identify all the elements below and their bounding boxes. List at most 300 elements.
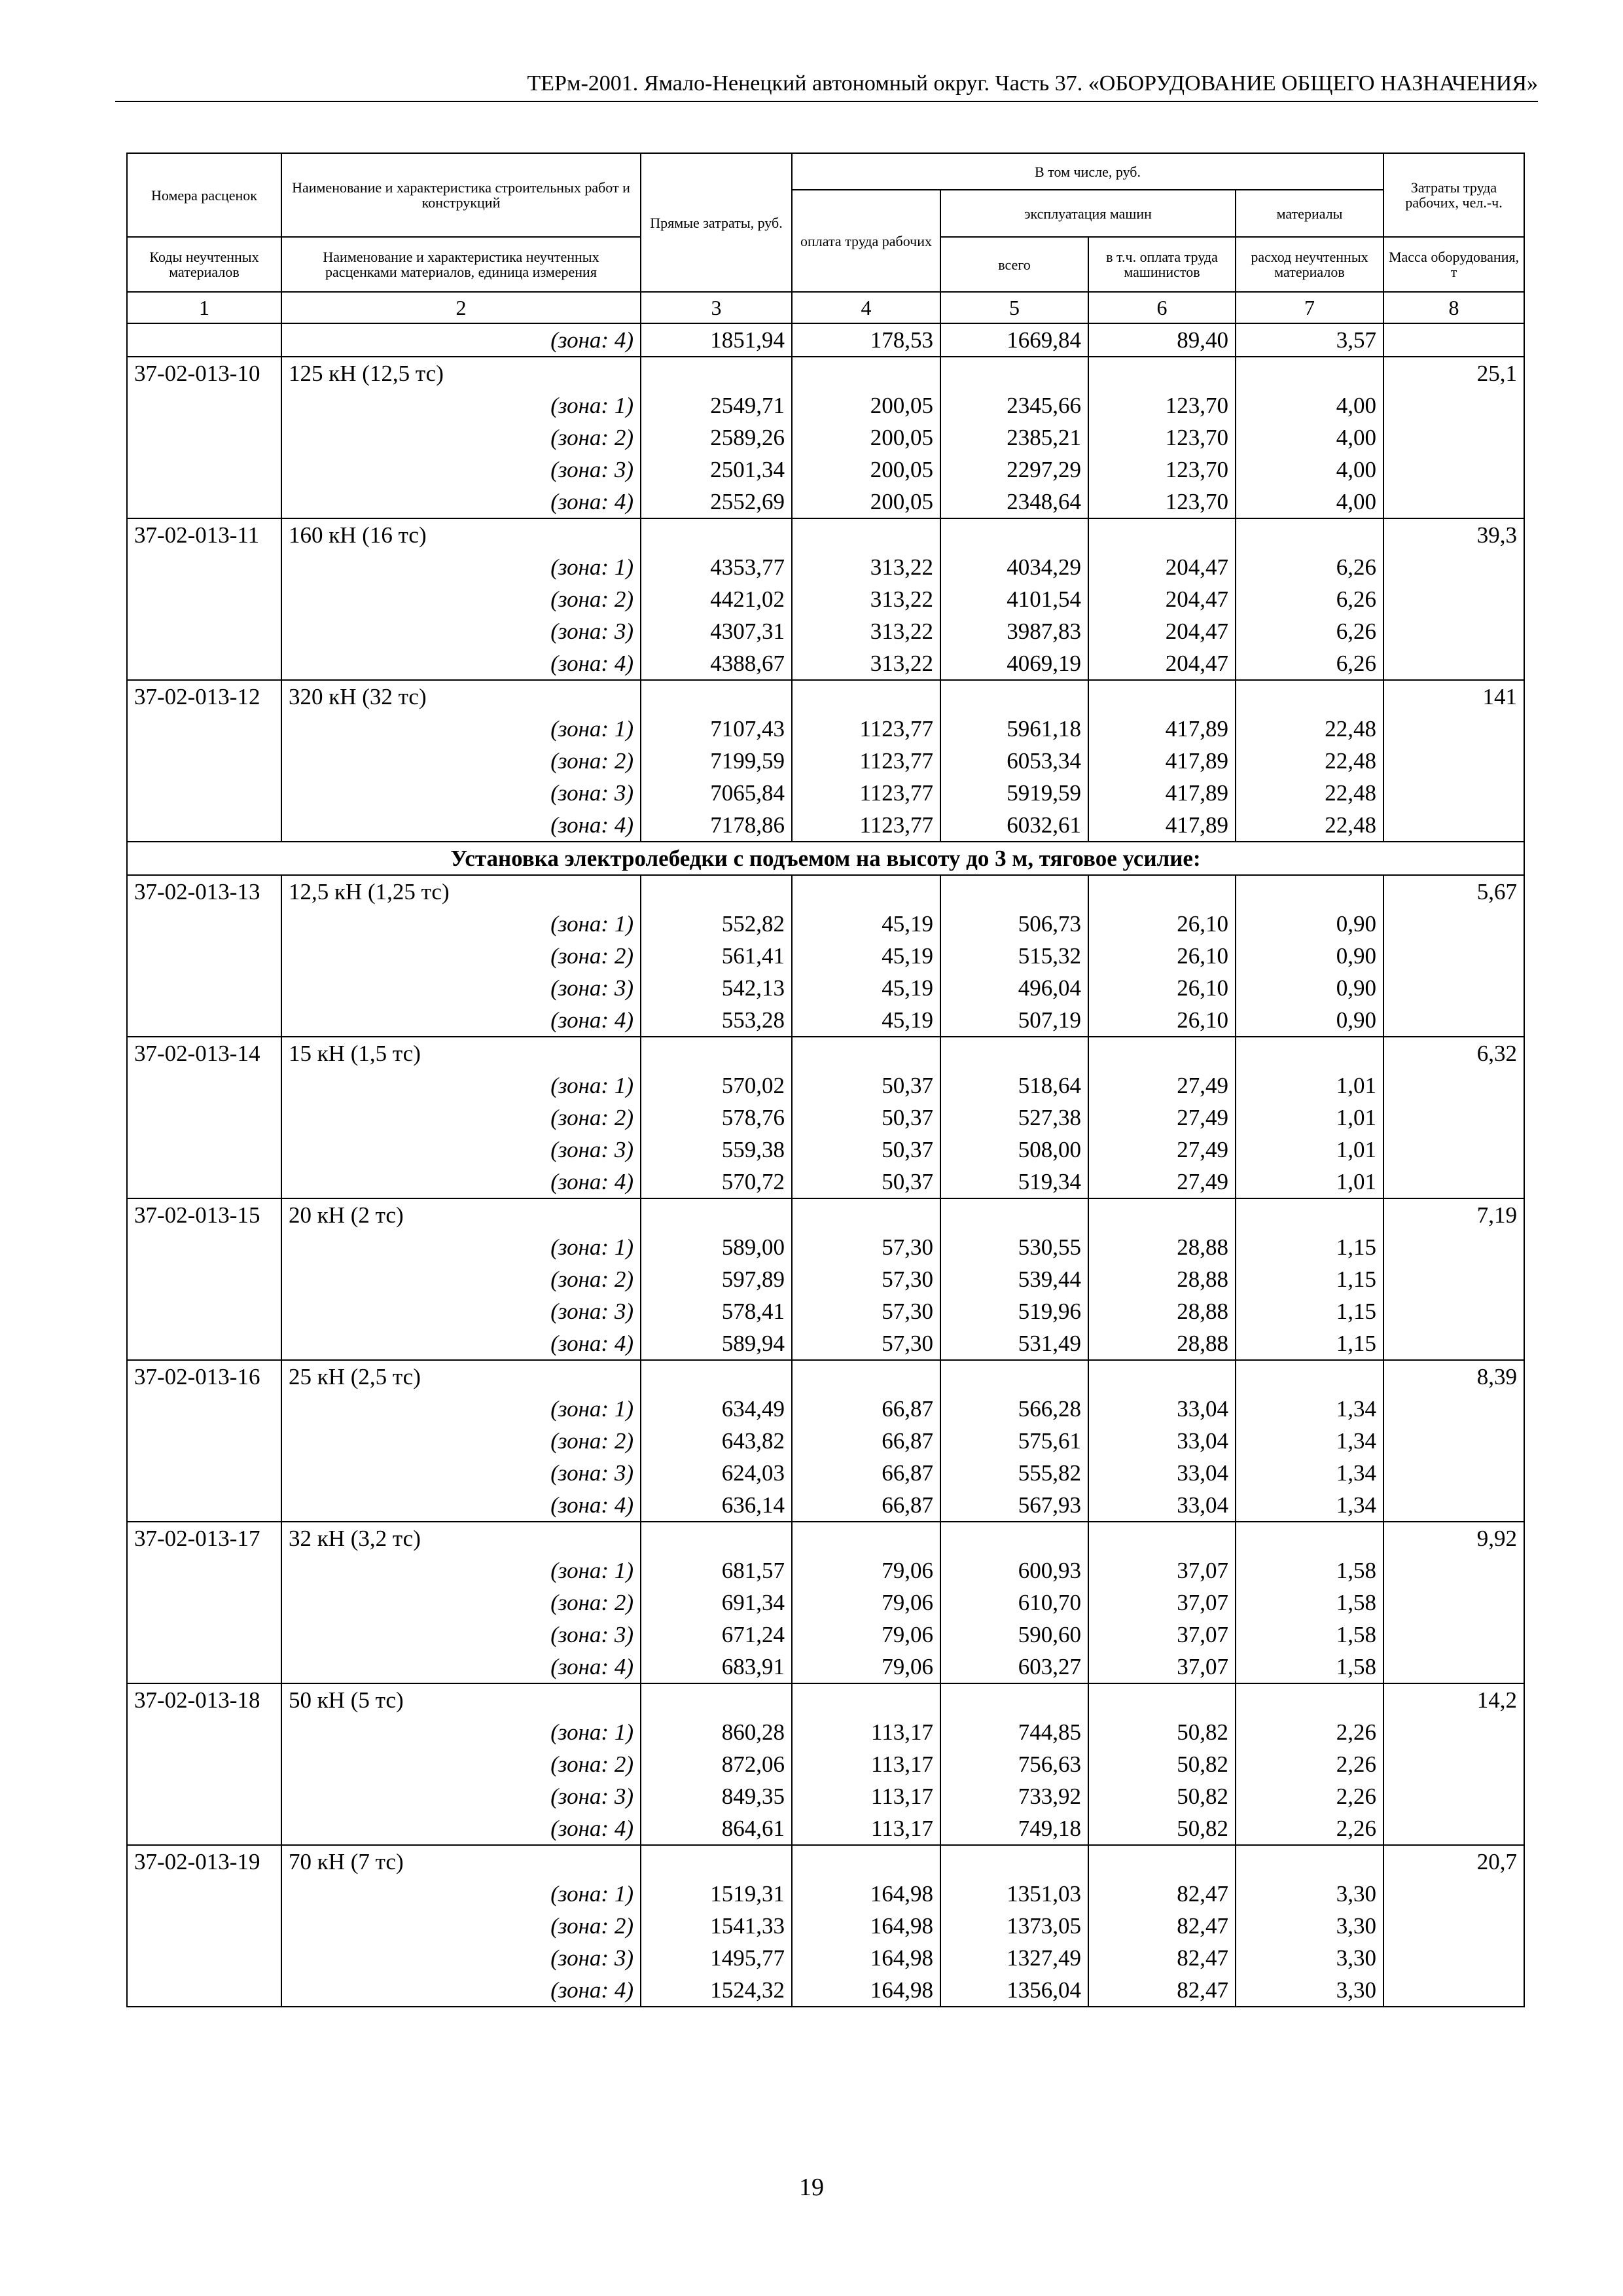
machinist-pay: 27,49 [1088,1102,1236,1134]
machinist-pay: 27,49 [1088,1166,1236,1198]
empty-cell [1088,1683,1236,1716]
machinist-pay: 82,47 [1088,1878,1236,1910]
empty-cell [940,1037,1088,1069]
labor-cost: 6,32 [1383,1037,1524,1069]
machinist-pay: 50,82 [1088,1716,1236,1748]
empty-cell [127,1295,281,1327]
materials-cost: 1,34 [1236,1393,1383,1425]
labor-pay: 50,37 [792,1102,940,1134]
zone-row [127,1942,1524,1974]
empty-cell [641,1522,792,1554]
zone-row [127,972,1524,1004]
empty-cell [1088,1522,1236,1554]
rate-name: 320 кН (32 тс) [281,680,641,713]
empty-cell [792,1037,940,1069]
materials-cost: 1,34 [1236,1489,1383,1522]
materials-cost: 2,26 [1236,1748,1383,1780]
col-machines-header: эксплуатация машин [940,190,1236,237]
zone-row [127,323,1524,357]
zone-label: (зона: 4) [281,1327,641,1360]
direct-cost: 636,14 [641,1489,792,1522]
materials-cost: 22,48 [1236,809,1383,842]
section-group [127,842,1524,875]
machinist-pay: 417,89 [1088,809,1236,842]
zone-label: (зона: 3) [281,1780,641,1812]
direct-cost: 691,34 [641,1587,792,1619]
zone-label: (зона: 4) [281,1651,641,1683]
rate-name: 160 кН (16 тс) [281,518,641,551]
labor-pay: 79,06 [792,1651,940,1683]
direct-cost: 570,72 [641,1166,792,1198]
rate-title-row [127,518,1524,551]
direct-cost: 553,28 [641,1004,792,1037]
zone-row [127,1166,1524,1198]
labor-pay: 1123,77 [792,713,940,745]
empty-cell [641,518,792,551]
direct-cost: 559,38 [641,1134,792,1166]
empty-cell [1383,1878,1524,1910]
empty-cell [127,1974,281,2007]
materials-cost: 1,58 [1236,1587,1383,1619]
zone-label: (зона: 3) [281,777,641,809]
empty-cell [127,1327,281,1360]
zone-label: (зона: 4) [281,1166,641,1198]
col-number: 4 [792,292,940,323]
machines-total: 1351,03 [940,1878,1088,1910]
direct-cost: 1541,33 [641,1910,792,1942]
zone-label: (зона: 2) [281,1425,641,1457]
zone-label: (зона: 3) [281,1457,641,1489]
labor-cost: 14,2 [1383,1683,1524,1716]
zone-row [127,1812,1524,1845]
machinist-pay: 33,04 [1088,1489,1236,1522]
direct-cost: 681,57 [641,1554,792,1587]
zone-label: (зона: 2) [281,422,641,454]
empty-cell [1383,615,1524,647]
empty-cell [1088,357,1236,389]
labor-pay: 57,30 [792,1263,940,1295]
labor-pay: 313,22 [792,551,940,583]
col-direct-cost-header: Прямые затраты, руб. [641,153,792,292]
machinist-pay: 89,40 [1088,323,1236,357]
labor-pay: 45,19 [792,972,940,1004]
empty-cell [1236,1198,1383,1231]
machinist-pay: 37,07 [1088,1554,1236,1587]
rate-name: 20 кН (2 тс) [281,1198,641,1231]
empty-cell [1383,713,1524,745]
empty-cell [940,1683,1088,1716]
direct-cost: 7107,43 [641,713,792,745]
labor-pay: 164,98 [792,1878,940,1910]
empty-cell [127,1587,281,1619]
zone-label: (зона: 3) [281,615,641,647]
labor-pay: 113,17 [792,1812,940,1845]
labor-pay: 50,37 [792,1069,940,1102]
rate-code: 37-02-013-10 [127,357,281,389]
col-work-name-header: Наименование и характеристика строительных работ и конструкций [281,153,641,237]
zone-row [127,1780,1524,1812]
machinist-pay: 33,04 [1088,1425,1236,1457]
labor-pay: 1123,77 [792,777,940,809]
materials-cost: 0,90 [1236,908,1383,940]
zone-label: (зона: 1) [281,1716,641,1748]
machines-total: 519,34 [940,1166,1088,1198]
zone-row [127,486,1524,518]
materials-cost: 22,48 [1236,713,1383,745]
machines-total: 515,32 [940,940,1088,972]
rate-name: 12,5 кН (1,25 тс) [281,875,641,908]
zone-row [127,1489,1524,1522]
empty-cell [940,518,1088,551]
empty-cell [127,583,281,615]
empty-cell [127,1166,281,1198]
direct-cost: 589,94 [641,1327,792,1360]
machinist-pay: 50,82 [1088,1812,1236,1845]
empty-cell [1383,1327,1524,1360]
empty-cell [1383,1587,1524,1619]
machinist-pay: 33,04 [1088,1393,1236,1425]
empty-cell [792,1198,940,1231]
col-number: 6 [1088,292,1236,323]
empty-cell [1383,777,1524,809]
zone-label: (зона: 3) [281,454,641,486]
empty-cell [641,357,792,389]
rate-code: 37-02-013-11 [127,518,281,551]
zone-row [127,1102,1524,1134]
empty-cell [1383,1263,1524,1295]
zone-label: (зона: 3) [281,972,641,1004]
machines-total: 4069,19 [940,647,1088,680]
empty-cell [127,809,281,842]
zone-row [127,1651,1524,1683]
direct-cost: 2552,69 [641,486,792,518]
empty-cell [1383,1393,1524,1425]
rate-code: 37-02-013-16 [127,1360,281,1393]
machines-total: 4034,29 [940,551,1088,583]
col-unaccounted-materials-header: расход неучтенных материалов [1236,237,1383,292]
empty-cell [1383,1812,1524,1845]
materials-cost: 1,58 [1236,1619,1383,1651]
empty-cell [1383,908,1524,940]
machinist-pay: 417,89 [1088,713,1236,745]
rate-code: 37-02-013-12 [127,680,281,713]
empty-cell [1383,1069,1524,1102]
labor-pay: 66,87 [792,1489,940,1522]
empty-cell [1383,1425,1524,1457]
labor-cost: 5,67 [1383,875,1524,908]
machines-total: 2297,29 [940,454,1088,486]
materials-cost: 1,34 [1236,1425,1383,1457]
col-material-codes-header: Коды неучтенных материалов [127,237,281,292]
zone-row [127,454,1524,486]
zone-row [127,1393,1524,1425]
empty-cell [127,647,281,680]
zone-row [127,1554,1524,1587]
materials-cost: 2,26 [1236,1812,1383,1845]
direct-cost: 1495,77 [641,1942,792,1974]
labor-pay: 313,22 [792,583,940,615]
labor-pay: 164,98 [792,1942,940,1974]
machinist-pay: 204,47 [1088,647,1236,680]
materials-cost: 1,01 [1236,1134,1383,1166]
direct-cost: 589,00 [641,1231,792,1263]
rate-group [127,357,1524,518]
zone-row [127,422,1524,454]
zone-row [127,1069,1524,1102]
machinist-pay: 26,10 [1088,972,1236,1004]
empty-cell [1383,1166,1524,1198]
empty-cell [1383,1102,1524,1134]
zone-label: (зона: 3) [281,1295,641,1327]
labor-pay: 164,98 [792,1910,940,1942]
empty-cell [1236,1360,1383,1393]
machines-total: 566,28 [940,1393,1088,1425]
direct-cost: 2501,34 [641,454,792,486]
rate-group [127,323,1524,357]
zone-row [127,1878,1524,1910]
zone-label: (зона: 1) [281,1231,641,1263]
empty-cell [1383,486,1524,518]
machinist-pay: 82,47 [1088,1974,1236,2007]
labor-pay: 57,30 [792,1295,940,1327]
materials-cost: 4,00 [1236,486,1383,518]
zone-label: (зона: 4) [281,1974,641,2007]
machines-total: 1356,04 [940,1974,1088,2007]
labor-pay: 50,37 [792,1134,940,1166]
zone-row [127,777,1524,809]
direct-cost: 578,41 [641,1295,792,1327]
zone-row [127,1457,1524,1489]
materials-cost: 3,30 [1236,1942,1383,1974]
empty-cell [1383,1554,1524,1587]
zone-row [127,647,1524,680]
labor-pay: 1123,77 [792,809,940,842]
machinist-pay: 37,07 [1088,1587,1236,1619]
machinist-pay: 37,07 [1088,1619,1236,1651]
direct-cost: 683,91 [641,1651,792,1683]
empty-cell [127,551,281,583]
direct-cost: 4353,77 [641,551,792,583]
direct-cost: 4307,31 [641,615,792,647]
zone-label: (зона: 2) [281,1102,641,1134]
zone-row [127,1004,1524,1037]
rate-title-row [127,1683,1524,1716]
zone-label: (зона: 4) [281,809,641,842]
empty-cell [1088,1845,1236,1878]
zone-label: (зона: 2) [281,940,641,972]
labor-pay: 113,17 [792,1748,940,1780]
machines-total: 4101,54 [940,583,1088,615]
empty-cell [1088,1037,1236,1069]
empty-cell [1383,745,1524,777]
labor-pay: 57,30 [792,1231,940,1263]
zone-label: (зона: 4) [281,1812,641,1845]
machines-total: 6032,61 [940,809,1088,842]
labor-cost: 8,39 [1383,1360,1524,1393]
empty-cell [940,875,1088,908]
empty-cell [127,908,281,940]
direct-cost: 542,13 [641,972,792,1004]
empty-cell [940,1522,1088,1554]
rate-group [127,1683,1524,1845]
materials-cost: 1,15 [1236,1231,1383,1263]
col-labor-cost-header: Затраты труда рабочих, чел.-ч. [1383,153,1524,237]
machinist-pay: 28,88 [1088,1327,1236,1360]
materials-cost: 6,26 [1236,551,1383,583]
empty-cell [1383,1942,1524,1974]
machines-total: 555,82 [940,1457,1088,1489]
labor-cost: 7,19 [1383,1198,1524,1231]
machinist-pay: 123,70 [1088,422,1236,454]
labor-pay: 66,87 [792,1393,940,1425]
empty-cell [1236,1845,1383,1878]
direct-cost: 634,49 [641,1393,792,1425]
machinist-pay: 28,88 [1088,1263,1236,1295]
direct-cost: 1851,94 [641,323,792,357]
empty-cell [1383,1231,1524,1263]
zone-label: (зона: 4) [281,1004,641,1037]
zone-row [127,1619,1524,1651]
empty-cell [127,323,281,357]
col-machinist-pay-header: в т.ч. оплата труда машинистов [1088,237,1236,292]
machines-total: 508,00 [940,1134,1088,1166]
materials-cost: 1,15 [1236,1295,1383,1327]
rate-title-row [127,680,1524,713]
machines-total: 527,38 [940,1102,1088,1134]
rate-title-row [127,1360,1524,1393]
machines-total: 6053,34 [940,745,1088,777]
empty-cell [940,1198,1088,1231]
col-number: 2 [281,292,641,323]
empty-cell [127,1780,281,1812]
rate-code: 37-02-013-17 [127,1522,281,1554]
labor-pay: 66,87 [792,1425,940,1457]
machines-total: 744,85 [940,1716,1088,1748]
empty-cell [1236,1037,1383,1069]
labor-pay: 164,98 [792,1974,940,2007]
machinist-pay: 204,47 [1088,583,1236,615]
zone-label: (зона: 2) [281,1587,641,1619]
empty-cell [641,1037,792,1069]
machines-total: 610,70 [940,1587,1088,1619]
col-including-header: В том числе, руб. [792,153,1383,190]
labor-cost: 20,7 [1383,1845,1524,1878]
rate-name: 125 кН (12,5 тс) [281,357,641,389]
materials-cost: 1,01 [1236,1069,1383,1102]
zone-label: (зона: 3) [281,1942,641,1974]
zone-label: (зона: 2) [281,745,641,777]
materials-cost: 3,30 [1236,1878,1383,1910]
materials-cost: 0,90 [1236,972,1383,1004]
zone-row [127,1327,1524,1360]
col-machines-total-header: всего [940,237,1088,292]
empty-cell [127,1651,281,1683]
machines-total: 590,60 [940,1619,1088,1651]
direct-cost: 671,24 [641,1619,792,1651]
empty-cell [127,1489,281,1522]
empty-cell [127,1878,281,1910]
machinist-pay: 37,07 [1088,1651,1236,1683]
rate-title-row [127,1037,1524,1069]
zone-row [127,1716,1524,1748]
rate-group [127,1360,1524,1522]
empty-cell [792,1522,940,1554]
empty-cell [1383,1489,1524,1522]
empty-cell [1236,518,1383,551]
empty-cell [1383,323,1524,357]
zone-label: (зона: 4) [281,323,641,357]
empty-cell [1383,1004,1524,1037]
empty-cell [792,680,940,713]
labor-pay: 178,53 [792,323,940,357]
zone-label: (зона: 1) [281,908,641,940]
col-equipment-mass-header: Масса оборудования, т [1383,237,1524,292]
zone-row [127,1425,1524,1457]
zone-label: (зона: 1) [281,389,641,422]
zone-row [127,908,1524,940]
empty-cell [1236,680,1383,713]
direct-cost: 1524,32 [641,1974,792,2007]
zone-label: (зона: 3) [281,1134,641,1166]
machines-total: 2385,21 [940,422,1088,454]
rate-group [127,1522,1524,1683]
zone-label: (зона: 3) [281,1619,641,1651]
labor-cost: 141 [1383,680,1524,713]
rate-name: 25 кН (2,5 тс) [281,1360,641,1393]
empty-cell [792,1360,940,1393]
empty-cell [127,1231,281,1263]
rate-code: 37-02-013-18 [127,1683,281,1716]
empty-cell [127,1942,281,1974]
empty-cell [1088,518,1236,551]
materials-cost: 1,01 [1236,1102,1383,1134]
machines-total: 749,18 [940,1812,1088,1845]
machinist-pay: 27,49 [1088,1069,1236,1102]
page-header: ТЕРм-2001. Ямало-Ненецкий автономный округ. Часть 37. «ОБОРУДОВАНИЕ ОБЩЕГО НАЗНАЧЕНИЯ» [115,71,1538,102]
labor-pay: 313,22 [792,647,940,680]
machinist-pay: 82,47 [1088,1942,1236,1974]
empty-cell [127,1554,281,1587]
machines-total: 2348,64 [940,486,1088,518]
rate-title-row [127,357,1524,389]
zone-label: (зона: 2) [281,583,641,615]
machinist-pay: 123,70 [1088,454,1236,486]
empty-cell [1088,680,1236,713]
labor-pay: 79,06 [792,1587,940,1619]
labor-pay: 45,19 [792,940,940,972]
empty-cell [792,1845,940,1878]
empty-cell [127,972,281,1004]
empty-cell [127,1910,281,1942]
materials-cost: 22,48 [1236,745,1383,777]
zone-row [127,809,1524,842]
empty-cell [1383,422,1524,454]
machinist-pay: 50,82 [1088,1748,1236,1780]
materials-cost: 4,00 [1236,454,1383,486]
empty-cell [1236,875,1383,908]
direct-cost: 561,41 [641,940,792,972]
machines-total: 600,93 [940,1554,1088,1587]
empty-cell [1383,1651,1524,1683]
rate-code: 37-02-013-15 [127,1198,281,1231]
empty-cell [641,1360,792,1393]
empty-cell [127,1619,281,1651]
materials-cost: 3,30 [1236,1910,1383,1942]
rate-name: 70 кН (7 тс) [281,1845,641,1878]
machinist-pay: 28,88 [1088,1295,1236,1327]
rate-title-row [127,1522,1524,1554]
empty-cell [127,1812,281,1845]
